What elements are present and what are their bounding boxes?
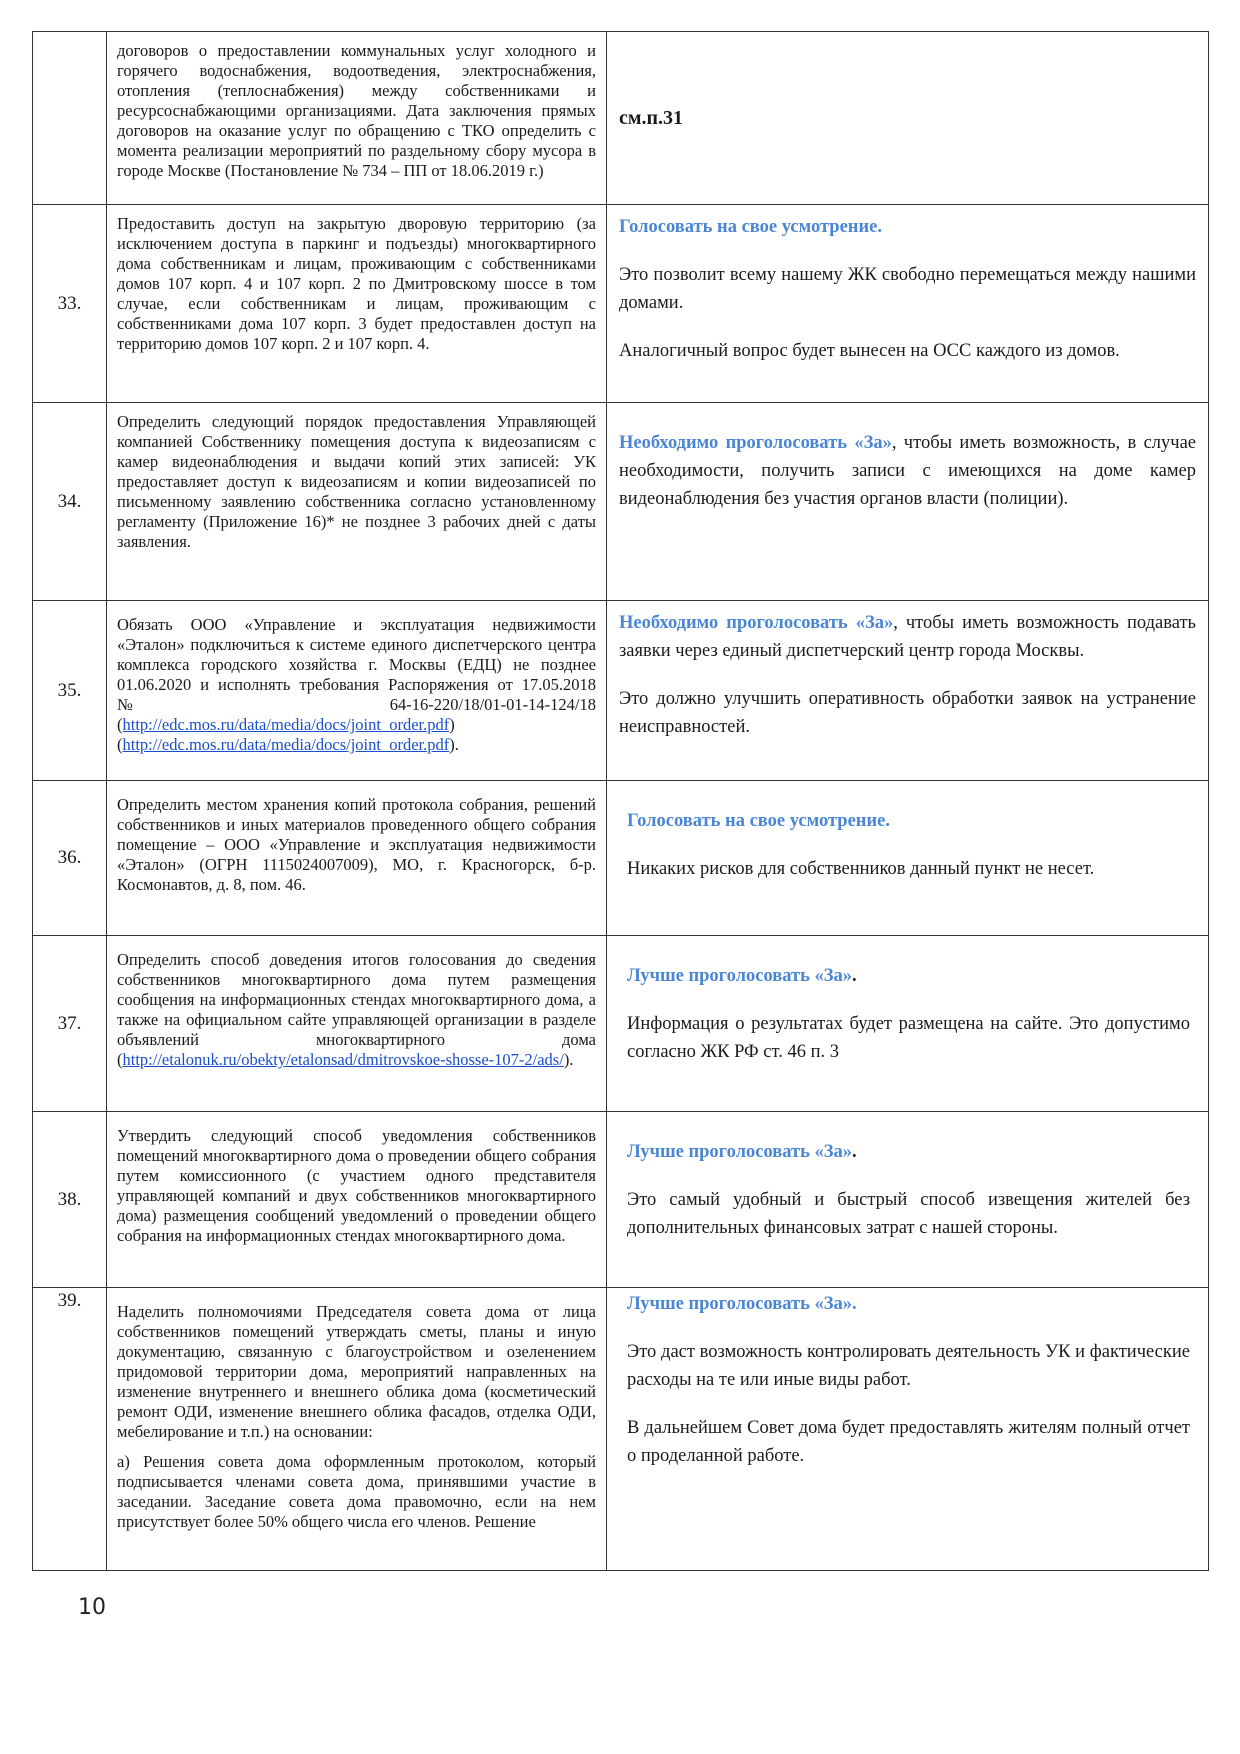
row-number: 33. [33,205,107,403]
row-number: 34. [33,403,107,601]
recommendation-cell [607,601,1209,781]
question-text: Утвердить следующий способ уведомления собственников помещений многоквартирного дома о проведении общего собрания путем комиссионного (с участием одного представителя управляющей компаний и двух собственников многоквартирного дома) размещения сообщений уведомлений о проведении общего собрания на информационных стендах многоквартирного дома. [107,1112,607,1288]
table-row [33,936,1209,1112]
question-text [107,601,607,781]
question-text-part: ) ( [117,715,455,754]
row-number: 39. [33,1288,107,1571]
question-text [107,936,607,1112]
row-number: 37. [33,936,107,1112]
recommendation-cell [607,1112,1209,1288]
link-edc-order[interactable]: http://edc.mos.ru/data/media/docs/joint_order.pdf [122,715,450,734]
recommendation-cell [607,936,1209,1112]
vote-advice: Необходимо проголосовать «За» [619,613,894,633]
table-row [33,601,1209,781]
vote-advice-dot: . [852,1142,857,1162]
recommendation-cell [607,403,1209,601]
question-text: Определить местом хранения копий протокола собрания, решений собственников и иных материалов проведенного общего собрания помещение – ООО «Управление и эксплуатация недвижимости «Эталон» (ОГРН 1115024007009), МО, г. Красногорск, б-р. Космонавтов, д. 8, пом. 46. [107,781,607,936]
link-edc-order[interactable]: http://edc.mos.ru/data/media/docs/joint_order.pdf [122,735,450,754]
reference-note: см.п.31 [619,106,684,129]
recommendation-cell [607,781,1209,936]
question-text-part: ). [449,735,459,754]
question-text: договоров о предоставлении коммунальных услуг холодного и горячего водоснабжения, водоотведения, электроснабжения, отопления (теплоснабжения) между собственниками и ресурсоснабжающими организациями. Дата заключения прямых договоров на оказание услуг по обращению с ТКО определить с момента реализации мероприятий по раздельному сбору мусора в городе Москве (Постановление № 734 – ПП от 18.06.2019 г.) [107,32,607,205]
recommendation-note: Информация о результатах будет размещена на сайте. Это допустимо согласно ЖК РФ ст. 46 п. 3 [627,1014,1190,1062]
row-number: 35. [33,601,107,781]
vote-advice-dot: . [852,966,857,986]
question-text: Предоставить доступ на закрытую дворовую территорию (за исключением доступа в паркинг и подъезды) многоквартирного дома собственникам и лицам, проживающим с собственниками домов 107 корп. 4 и 107 корп. 2 по Дмитровскому шоссе в том случае, если собственникам и лицам, проживающим с собственниками дома 107 корп. 3 будет предоставлен доступ на территорию домов 107 корп. 2 и 107 корп. 4. [107,205,607,403]
question-text: Определить следующий порядок предоставления Управляющей компанией Собственнику помещения доступа к видеозаписям с камер видеонаблюдения и выдачи копий этих записей: УК предоставляет доступ к видеозаписям и копии видеозаписей по письменному заявлению собственника согласно установленному регламенту (Приложение 16)* не позднее 3 рабочих дней с даты заявления. [107,403,607,601]
question-text [107,1288,607,1571]
recommendation-note: Это должно улучшить оперативность обработки заявок на устранение неисправностей. [619,689,1196,737]
vote-advice: Лучше проголосовать «За» [627,966,853,986]
row-number [33,32,107,205]
recommendation-note: , чтобы иметь возможность, в случае необходимости, получить записи с имеющихся на доме камер видеонаблюдения без участия органов власти (полиции). [619,433,1196,509]
question-text-part: Наделить полномочиями Председателя совета дома от лица собственников помещений утверждать сметы, планы и иную документацию, связанную с благоустройством и озеленением придомовой территории дома, мероприятий направленных на изменение внутреннего и внешнего облика дома (косметический ремонт ОДИ, изменение внешнего облика фасадов, отделка ОДИ, мебелирование и т.п.) на основании: [117,1302,596,1441]
page-number: 10 [78,1595,106,1620]
question-text-part: а) Решения совета дома оформленным протоколом, который подписывается членами совета дома, принявшими участие в заседании. Заседание совета дома правомочно, если на нем присутствует более 50% общего числа его членов. Решение [117,1452,596,1531]
vote-advice: Необходимо проголосовать «За» [619,433,892,453]
recommendation-note: Это самый удобный и быстрый способ извещения жителей без дополнительных финансовых затрат с нашей стороны. [627,1190,1190,1238]
recommendation-note: Никаких рисков для собственников данный пункт не несет. [627,859,1095,879]
document-table [32,31,1209,1571]
question-text-part: Обязать ООО «Управление и эксплуатация недвижимости «Эталон» подключиться к системе единого диспетчерского центра комплекса городского хозяйства г. Москвы (ЕДЦ) не позднее 01.06.2020 и исполнять требования Распоряжения от 17.05.2018 №64-16-220/18/01-01-14-124/18 ( [117,615,596,734]
vote-advice: Лучше проголосовать «За» [627,1142,853,1162]
row-number: 36. [33,781,107,936]
table-row [33,781,1209,936]
vote-advice: Голосовать на свое усмотрение. [619,217,882,237]
recommendation-note: Это позволит всему нашему ЖК свободно перемещаться между нашими домами. [619,265,1196,313]
recommendation-note: , чтобы иметь возможность подавать заявки через единый диспетчерский центр города Москвы. [619,613,1196,661]
row-number: 38. [33,1112,107,1288]
recommendation-cell [607,1288,1209,1571]
table-row [33,403,1209,601]
table-row [33,32,1209,205]
link-etalonuk-ads[interactable]: http://etalonuk.ru/obekty/etalonsad/dmitrovskoe-shosse-107-2/ads/ [122,1050,564,1069]
question-text-part: ). [563,1050,574,1069]
table-row [33,205,1209,403]
recommendation-note: В дальнейшем Совет дома будет предоставлять жителям полный отчет о проделанной работе. [627,1418,1190,1466]
question-text-part: Определить способ доведения итогов голосования до сведения собственников многоквартирного дома путем размещения сообщения на информационных стендах многоквартирного дома, а также на официальном сайте управляющей организации в разделе объявлений многоквартирного дома ( [117,950,596,1069]
recommendation-note: Аналогичный вопрос будет вынесен на ОСС каждого из домов. [619,341,1120,361]
table-row [33,1288,1209,1571]
recommendation-cell [607,32,1209,205]
recommendation-cell [607,205,1209,403]
vote-advice: Голосовать на свое усмотрение. [627,811,890,831]
recommendation-note: Это даст возможность контролировать деятельность УК и фактические расходы на те или иные виды работ. [627,1342,1190,1390]
vote-advice: Лучше проголосовать «За». [627,1294,857,1314]
table-row [33,1112,1209,1288]
